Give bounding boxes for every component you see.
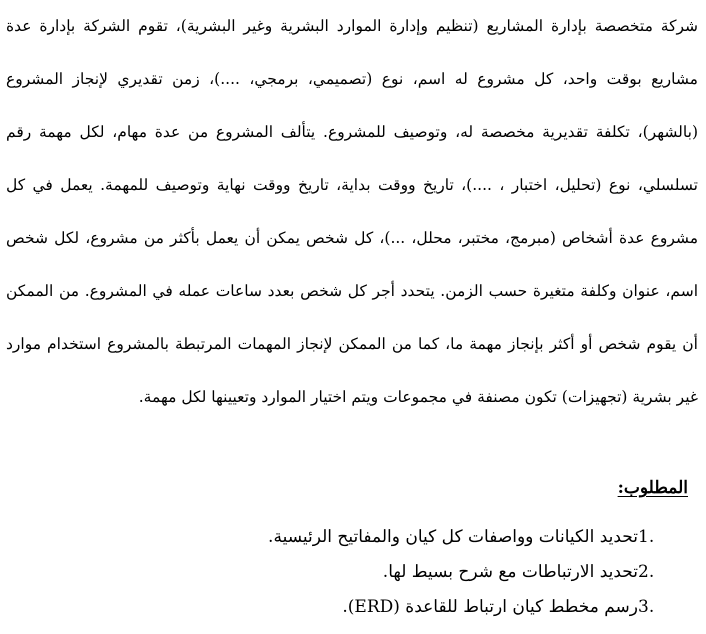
requirements-heading: المطلوب:	[617, 478, 688, 498]
requirement-item-2	[268, 562, 666, 597]
requirement-number: 1.	[638, 527, 655, 547]
requirement-text: رسم مخطط كيان ارتباط للقاعدة (ERD).	[342, 597, 638, 617]
requirement-number: 2.	[638, 562, 655, 582]
requirement-text: تحديد الارتباطات مع شرح بسيط لها.	[382, 562, 638, 582]
requirements-list	[268, 527, 666, 632]
requirement-item-3	[268, 597, 666, 632]
requirement-number: 3.	[638, 597, 655, 617]
requirement-item-1	[268, 527, 666, 562]
problem-description-paragraph: شركة متخصصة بإدارة المشاريع (تنظيم وإدارة الموارد البشرية وغير البشرية)، تقوم الشركة بإدارة عدة مشاريع بوقت واحد، كل مشروع له اسم، نوع (تصميمي، برمجي، ....)، زمن تقديري لإنجاز المشروع (بالشهر)، تكلفة تقديرية مخصصة له، وتوصيف للمشروع. يتألف المشروع من عدة مهام، لكل مهمة رقم تسلسلي، نوع (تحليل، اختبار ، ....)، تاريخ ووقت بداية، تاريخ ووقت نهاية وتوصيف للمهمة. يعمل في كل مشروع عدة أشخاص (مبرمج، مختبر، محلل، ...)، كل شخص يمكن أن يعمل بأكثر من مشروع، لكل شخص اسم، عنوان وكلفة متغيرة حسب الزمن. يتحدد أجر كل شخص بعدد ساعات عمله في المشروع. من الممكن أن يقوم شخص أو أكثر بإنجاز مهمة ما، كما من الممكن لإنجاز المهمات المرتبطة بالمشروع استخدام موارد غير بشرية (تجهيزات) تكون مصنفة في مجموعات ويتم اختيار الموارد وتعيينها لكل مهمة.	[6, 17, 698, 406]
requirement-text: تحديد الكيانات وواصفات كل كيان والمفاتيح الرئيسية.	[268, 527, 638, 547]
